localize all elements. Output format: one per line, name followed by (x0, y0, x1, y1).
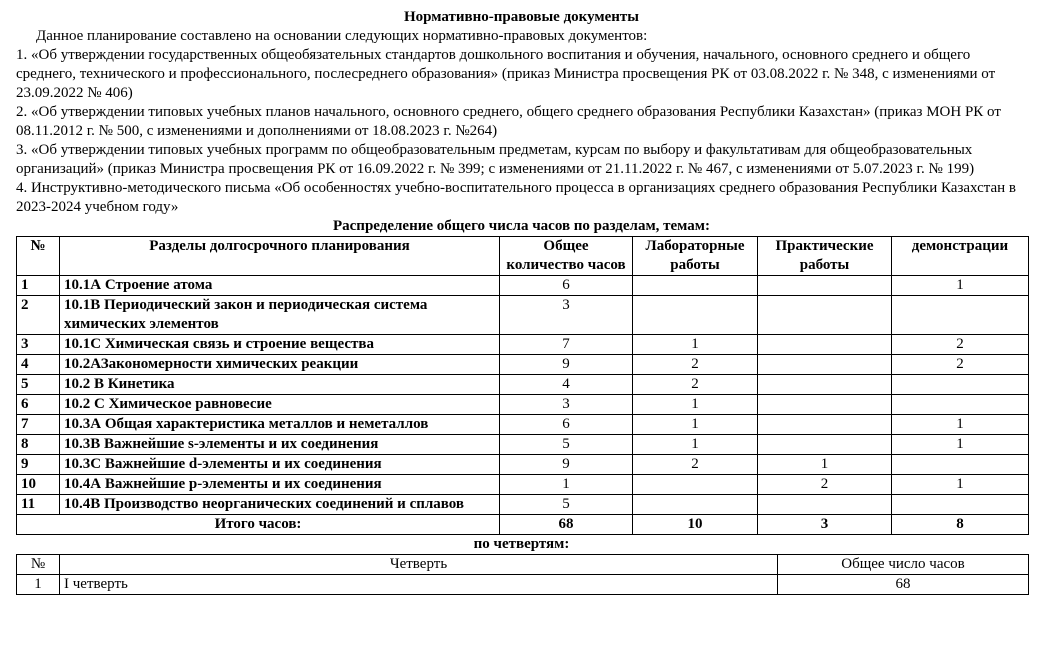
table-row (17, 395, 1029, 415)
row-lab (633, 495, 758, 515)
row-demo: 1 (892, 435, 1029, 455)
table-row (17, 296, 1029, 335)
row-section: 10.1А Строение атома (60, 276, 500, 296)
row-num: 4 (17, 355, 60, 375)
row-num: 3 (17, 335, 60, 355)
row-demo: 2 (892, 355, 1029, 375)
row-num: 10 (17, 475, 60, 495)
hours-table-title: Распределение общего числа часов по разделам, темам: (332, 218, 711, 234)
quarter-table-header-row (17, 555, 1029, 575)
row-total: 1 (500, 475, 633, 495)
row-practical (758, 375, 892, 395)
row-total: 6 (500, 415, 633, 435)
normative-item-3: 3. «Об утверждении типовых учебных программ по общеобразовательным предметам, курсам по выбору и факультативам для общеобразовательных организаций» (приказ Министра просвещения РК от 16.09.2022 г. № 399; с изменениями от 21.11.2022 г. № 467, с изменениями от 5.07.2023 г. № 199) (16, 142, 975, 177)
row-num: 2 (17, 296, 60, 335)
row-lab (633, 296, 758, 335)
row-lab: 1 (633, 395, 758, 415)
header-section: Разделы долгосрочного планирования (60, 237, 500, 276)
row-practical (758, 355, 892, 375)
totals-lab: 10 (633, 515, 758, 535)
hours-distribution-table (16, 236, 1029, 535)
header-num: № (17, 237, 60, 276)
row-section: 10.2 В Кинетика (60, 375, 500, 395)
row-practical: 1 (758, 455, 892, 475)
quarter-table (16, 554, 1029, 595)
row-section: 10.2АЗакономерности химических реакции (60, 355, 500, 375)
row-lab: 2 (633, 455, 758, 475)
normative-item-4: 4. Инструктивно-методического письма «Об особенностях учебно-воспитательного процесса в организациях среднего образования Республики Казахстан в 2023-2024 учебном году» (16, 180, 1017, 215)
row-num: 1 (17, 276, 60, 296)
row-practical (758, 395, 892, 415)
table-row (17, 375, 1029, 395)
quarter-row-num: 1 (17, 575, 60, 595)
row-demo (892, 455, 1029, 475)
row-demo (892, 375, 1029, 395)
row-section: 10.3С Важнейшие d-элементы и их соединения (60, 455, 500, 475)
row-practical (758, 335, 892, 355)
table-row (17, 355, 1029, 375)
row-total: 4 (500, 375, 633, 395)
row-lab: 2 (633, 375, 758, 395)
table-row (17, 495, 1029, 515)
row-total: 5 (500, 435, 633, 455)
totals-label: Итого часов: (17, 515, 500, 535)
normative-item-2: 2. «Об утверждении типовых учебных планов начального, основного среднего, общего среднего образования Республики Казахстан» (приказ МОН РК от 08.11.2012 г. № 500, с изменениями и дополнениями от 18.08.2023 г. №264) (16, 104, 1001, 139)
totals-demo: 8 (892, 515, 1029, 535)
row-total: 3 (500, 296, 633, 335)
table-row (17, 455, 1029, 475)
row-demo (892, 296, 1029, 335)
row-section: 10.1В Периодический закон и периодическая система химических элементов (60, 296, 500, 335)
row-demo: 1 (892, 475, 1029, 495)
row-practical (758, 296, 892, 335)
quarter-header-num: № (17, 555, 60, 575)
row-demo: 1 (892, 415, 1029, 435)
intro-paragraph: Данное планирование составлено на основании следующих нормативно-правовых документов: (36, 28, 648, 44)
row-practical: 2 (758, 475, 892, 495)
row-num: 5 (17, 375, 60, 395)
row-section: 10.3А Общая характеристика металлов и неметаллов (60, 415, 500, 435)
row-total: 9 (500, 355, 633, 375)
table-row (17, 475, 1029, 495)
row-demo (892, 495, 1029, 515)
header-demo: демонстрации (892, 237, 1029, 276)
row-lab: 1 (633, 335, 758, 355)
row-practical (758, 415, 892, 435)
row-num: 11 (17, 495, 60, 515)
row-practical (758, 495, 892, 515)
row-num: 9 (17, 455, 60, 475)
row-lab: 1 (633, 435, 758, 455)
totals-row (17, 515, 1029, 535)
row-total: 9 (500, 455, 633, 475)
header-lab: Лабораторные работы (633, 237, 758, 276)
row-section: 10.3В Важнейшие s-элементы и их соединения (60, 435, 500, 455)
row-demo: 2 (892, 335, 1029, 355)
table-row (17, 575, 1029, 595)
row-total: 3 (500, 395, 633, 415)
row-lab (633, 475, 758, 495)
row-section: 10.4А Важнейшие p-элементы и их соединения (60, 475, 500, 495)
row-total: 7 (500, 335, 633, 355)
row-demo (892, 395, 1029, 415)
row-total: 6 (500, 276, 633, 296)
row-section: 10.1С Химическая связь и строение вещества (60, 335, 500, 355)
quarter-row-hours: 68 (778, 575, 1029, 595)
row-section: 10.4В Производство неорганических соединений и сплавов (60, 495, 500, 515)
row-section: 10.2 С Химическое равновесие (60, 395, 500, 415)
row-total: 5 (500, 495, 633, 515)
table-row (17, 435, 1029, 455)
row-demo: 1 (892, 276, 1029, 296)
document-title: Нормативно-правовые документы (403, 9, 639, 25)
row-num: 6 (17, 395, 60, 415)
row-num: 8 (17, 435, 60, 455)
totals-total: 68 (500, 515, 633, 535)
hours-table-header-row (17, 237, 1029, 276)
row-lab (633, 276, 758, 296)
table-row (17, 415, 1029, 435)
row-lab: 2 (633, 355, 758, 375)
quarter-header-quarter: Четверть (60, 555, 778, 575)
quarter-table-title: по четвертям: (473, 536, 570, 552)
row-practical (758, 435, 892, 455)
quarter-header-hours: Общее число часов (778, 555, 1029, 575)
row-num: 7 (17, 415, 60, 435)
totals-practical: 3 (758, 515, 892, 535)
normative-item-1: 1. «Об утверждении государственных общеобязательных стандартов дошкольного воспитания и обучения, начального, основного среднего и общего среднего, технического и профессионального, послесреднего образования» (приказ Министра просвещения РК от 03.08.2022 г. № 348, с изменениями от 23.09.2022 № 406) (16, 47, 996, 101)
row-lab: 1 (633, 415, 758, 435)
row-practical (758, 276, 892, 296)
header-practical: Практические работы (758, 237, 892, 276)
table-row (17, 276, 1029, 296)
table-row (17, 335, 1029, 355)
quarter-row-name: I четверть (60, 575, 778, 595)
header-total: Общее количество часов (500, 237, 633, 276)
